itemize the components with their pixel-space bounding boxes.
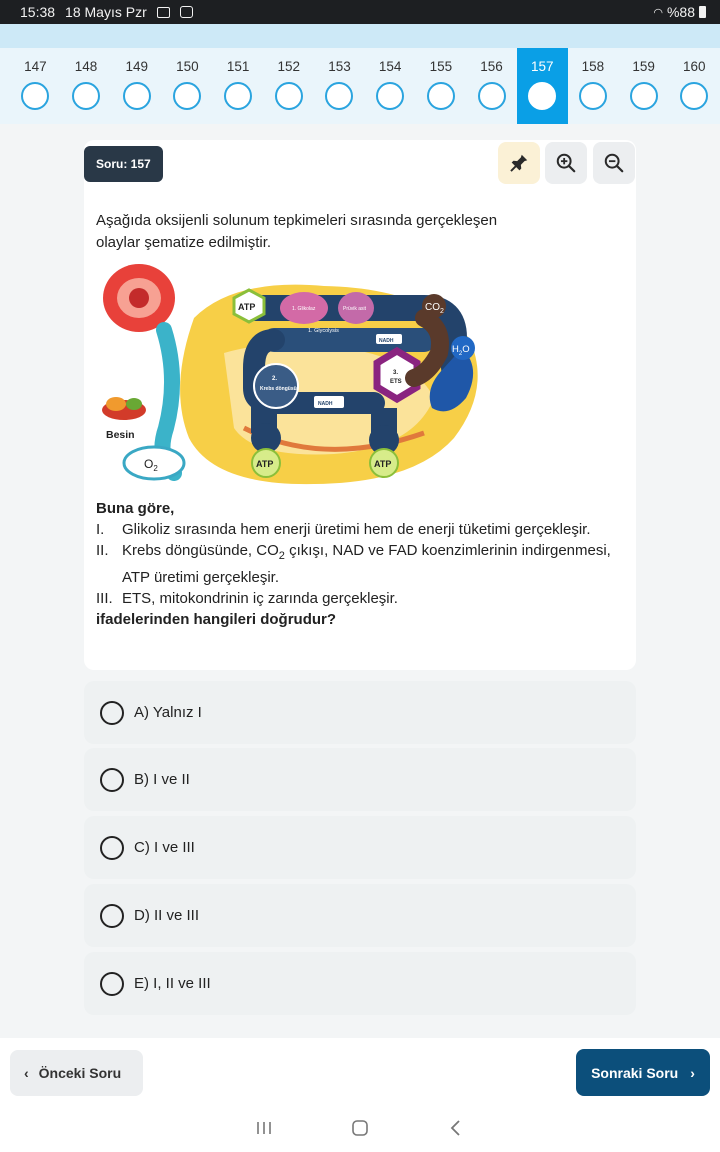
question-nav-item[interactable]	[111, 48, 162, 124]
chevron-left-icon: ‹	[24, 1065, 29, 1081]
question-status-circle[interactable]	[325, 82, 353, 110]
svg-text:2.: 2.	[272, 376, 278, 382]
pin-icon	[508, 152, 530, 174]
radio-b[interactable]	[100, 768, 124, 792]
option-a[interactable]	[84, 681, 636, 744]
h2o-subscript: 2	[458, 351, 463, 357]
question-nav-item[interactable]	[669, 48, 720, 124]
zoom-out-icon	[603, 152, 625, 174]
question-nav-item[interactable]	[365, 48, 416, 124]
statement-2: II. Krebs döngüsünde, $CO_2$ çıkışı, NAD ve FAD koenzimlerinin indirgenmesi, ATP üretimi gerçekleşir.	[96, 542, 611, 586]
status-date: 18 Mayıs Pzr	[65, 4, 147, 20]
question-status-circle[interactable]	[478, 82, 506, 110]
question-nav-item[interactable]	[10, 48, 61, 124]
besin-label: Besin	[106, 429, 135, 441]
question-number: 158	[581, 59, 605, 74]
question-status-circle[interactable]	[579, 82, 607, 110]
o2-label: O	[144, 457, 154, 471]
o2-subscript: 2	[153, 464, 158, 473]
question-statements	[96, 498, 626, 630]
question-status-circle[interactable]	[376, 82, 404, 110]
zoom-in-icon	[555, 152, 577, 174]
pin-button[interactable]	[498, 142, 540, 184]
question-status-circle[interactable]	[528, 82, 556, 110]
question-status-circle[interactable]	[427, 82, 455, 110]
question-nav-item[interactable]	[517, 48, 568, 124]
question-number: 151	[226, 59, 250, 74]
option-d-label: D) II ve III	[134, 907, 200, 924]
question-nav-item[interactable]	[61, 48, 112, 124]
question-number: 153	[328, 59, 351, 74]
question-number: 156	[480, 59, 503, 74]
respiration-diagram	[94, 258, 484, 490]
zoom-out-button[interactable]	[593, 142, 635, 184]
question-nav-item[interactable]	[568, 48, 619, 124]
question-intro-line-1: Aşağıda oksijenli solunum tepkimeleri sırasında gerçekleşen	[96, 212, 498, 229]
question-status-circle[interactable]	[224, 82, 252, 110]
question-status-circle[interactable]	[21, 82, 49, 110]
battery-icon	[699, 6, 706, 18]
radio-d[interactable]	[100, 904, 124, 928]
question-intro	[96, 210, 616, 254]
question-card	[84, 140, 636, 670]
battery-level: %88	[666, 4, 695, 20]
top-band	[0, 24, 720, 48]
nadh-label: NADH	[318, 401, 333, 407]
option-e[interactable]	[84, 952, 636, 1015]
question-number: 150	[176, 59, 199, 74]
svg-text:ATP: ATP	[374, 459, 392, 469]
next-question-label: Sonraki Soru	[591, 1064, 679, 1081]
question-status-circle[interactable]	[123, 82, 151, 110]
question-intro-line-2: olaylar şematize edilmiştir.	[96, 234, 272, 251]
question-status-circle[interactable]	[275, 82, 303, 110]
option-c[interactable]	[84, 816, 636, 879]
back-icon[interactable]	[408, 1119, 504, 1137]
question-nav-item[interactable]	[466, 48, 517, 124]
status-time: 15:38	[20, 4, 56, 20]
question-number: 159	[632, 59, 655, 74]
question-number: 155	[429, 59, 453, 74]
home-icon[interactable]	[312, 1119, 408, 1137]
svg-text:ATP: ATP	[256, 459, 274, 469]
question-prompt: ifadelerinden hangileri doğrudur?	[96, 611, 337, 628]
co2-subscript: 2	[440, 308, 444, 315]
previous-question-label: Önceki Soru	[38, 1065, 122, 1081]
previous-question-button[interactable]	[10, 1050, 143, 1096]
question-status-circle[interactable]	[630, 82, 658, 110]
question-nav-item[interactable]	[162, 48, 213, 124]
radio-e[interactable]	[100, 972, 124, 996]
co2-label: CO	[425, 302, 440, 313]
question-number: 157	[530, 59, 554, 74]
svg-text:ETS: ETS	[390, 379, 402, 385]
question-number: 149	[125, 59, 148, 74]
zoom-in-button[interactable]	[545, 142, 587, 184]
question-nav-item[interactable]	[314, 48, 365, 124]
question-nav-item[interactable]	[416, 48, 467, 124]
svg-text:3.: 3.	[393, 370, 399, 376]
screen-record-icon	[180, 6, 193, 18]
question-number: 148	[74, 59, 98, 74]
wifi-icon: ◠	[653, 6, 663, 19]
chevron-right-icon: ›	[690, 1064, 695, 1081]
svg-text:NADH: NADH	[379, 338, 394, 344]
question-number: 160	[683, 59, 706, 74]
recent-apps-icon[interactable]	[216, 1120, 312, 1136]
svg-text:ATP: ATP	[238, 302, 256, 312]
question-nav-item[interactable]	[618, 48, 669, 124]
svg-text:1. Glycolysis: 1. Glycolysis	[308, 328, 339, 334]
oxygen-cloud	[124, 447, 184, 479]
h2o-h-label: H	[452, 344, 459, 355]
option-a-label: A) Yalnız I	[134, 704, 202, 721]
svg-text:1. Glikolaz: 1. Glikolaz	[292, 306, 316, 312]
system-navigation	[0, 1112, 720, 1144]
question-nav-item[interactable]	[213, 48, 264, 124]
statement-3: III. ETS, mitokondrinin iç zarında gerçekleşir.	[96, 590, 398, 607]
radio-c[interactable]	[100, 836, 124, 860]
question-badge: Soru: 157	[84, 146, 163, 182]
svg-text:Krebs döngüsü: Krebs döngüsü	[260, 386, 297, 392]
h2o-o-label: O	[462, 344, 470, 355]
option-d[interactable]	[84, 884, 636, 947]
option-c-label: C) I ve III	[134, 839, 195, 856]
svg-text:Prüvik asit: Prüvik asit	[343, 306, 367, 312]
question-number: 152	[277, 59, 301, 74]
question-navigator	[0, 48, 720, 124]
question-number: 154	[378, 59, 402, 74]
gallery-icon	[157, 7, 170, 18]
option-b-label: B) I ve II	[134, 771, 190, 788]
option-b[interactable]	[84, 748, 636, 811]
status-bar	[0, 0, 720, 24]
radio-a[interactable]	[100, 701, 124, 725]
statement-1: I. Glikoliz sırasında hem enerji üretimi hem de enerji tüketimi gerçekleşir.	[96, 521, 591, 538]
question-status-circle[interactable]	[72, 82, 100, 110]
question-status-circle[interactable]	[173, 82, 201, 110]
next-question-button[interactable]	[576, 1049, 710, 1096]
question-status-circle[interactable]	[680, 82, 708, 110]
statements-lead: Buna göre,	[96, 500, 175, 517]
question-nav-item[interactable]	[263, 48, 314, 124]
question-number: 147	[24, 59, 47, 74]
option-e-label: E) I, II ve III	[134, 975, 211, 992]
